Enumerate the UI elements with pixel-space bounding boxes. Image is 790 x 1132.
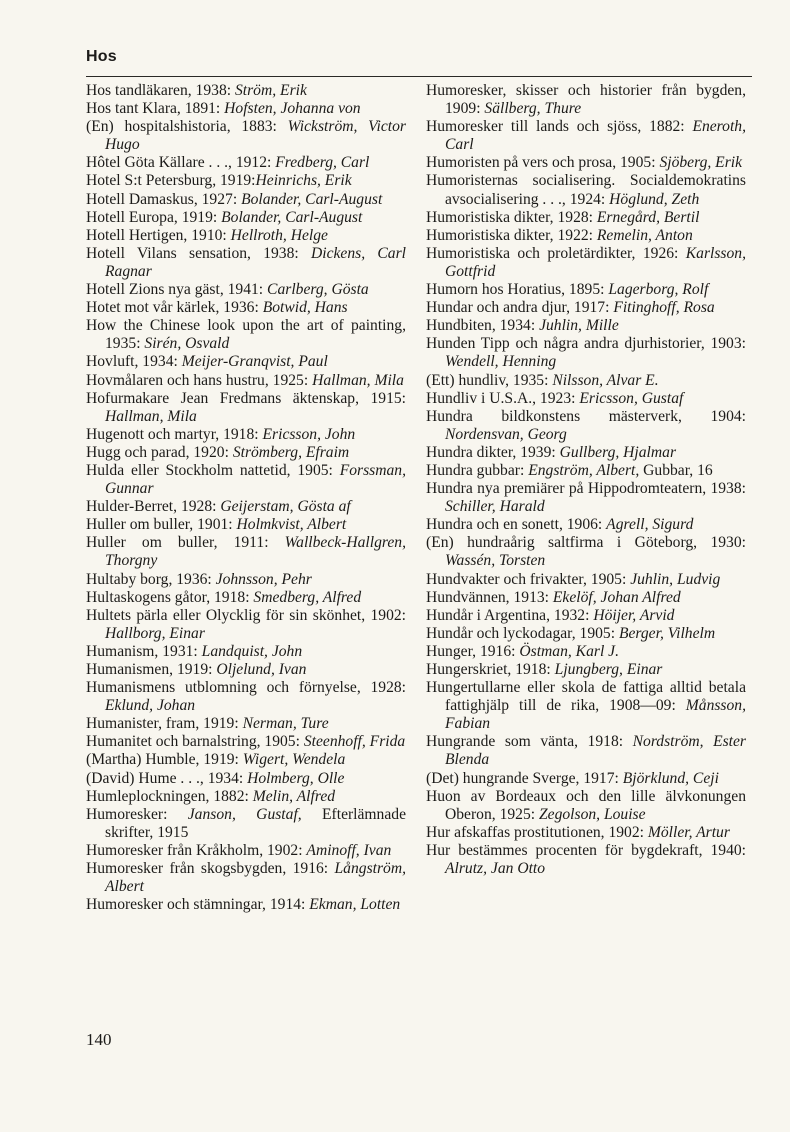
entry-title: Hundar och andra djur, 1917:	[426, 299, 614, 317]
entry-author: Fredberg, Carl	[275, 154, 370, 172]
entry-title: Humleplockningen, 1882:	[86, 787, 253, 805]
entry-author: Janson, Gustaf,	[187, 805, 302, 823]
index-entry	[426, 172, 746, 208]
entry-title: Hundra gubbar:	[426, 461, 529, 479]
entry-title: Hungrande som vänta, 1918:	[426, 733, 633, 751]
entry-title: Hungertullarne eller skola de fattiga alltid betala fattighjälp till de rika, 1908—09:	[426, 679, 746, 715]
entry-author: Engström, Albert,	[528, 461, 640, 479]
entry-title: Hundår i Argentina, 1932:	[426, 606, 594, 624]
entry-title: (En) hospitalshistoria, 1883:	[86, 118, 288, 136]
index-entry	[426, 154, 746, 172]
index-entry	[426, 408, 746, 444]
index-entry	[86, 390, 406, 426]
entry-title: (En) hundraårig saltfirma i Göteborg, 1930:	[426, 534, 746, 552]
entry-author: Agrell, Sigurd	[606, 516, 694, 534]
entry-title: Hotel S:t Petersburg, 1919:	[86, 172, 256, 190]
entry-author: Hallman, Mila	[105, 407, 197, 425]
entry-author: Månsson, Fabian	[445, 697, 746, 733]
entry-author: Lagerborg, Rolf	[608, 281, 709, 299]
index-entry	[426, 444, 746, 462]
entry-author: Wigert, Wendela	[242, 751, 346, 769]
entry-title: Humanismen, 1919:	[86, 661, 217, 678]
entry-title: Hundbiten, 1934:	[426, 317, 540, 335]
entry-title: Hotet mot vår kärlek, 1936:	[86, 299, 263, 317]
entry-author: Ström, Erik	[234, 82, 307, 99]
entry-author: Juhlin, Mille	[539, 317, 619, 335]
entry-author: Zegolson, Louise	[538, 805, 646, 823]
index-entry	[426, 643, 746, 661]
entry-author: Meijer-Granqvist, Paul	[181, 353, 328, 371]
index-entry	[426, 770, 746, 788]
entry-title: Huller om buller, 1901:	[86, 516, 237, 534]
entry-title: How the Chinese look upon the art of painting, 1935:	[86, 317, 406, 353]
entry-title: Hovmålaren och hans hustru, 1925:	[86, 371, 313, 389]
entry-title: Humoresker från Kråkholm, 1902:	[86, 841, 307, 859]
index-entry	[86, 227, 406, 245]
entry-author: Ljungberg, Einar	[554, 661, 663, 678]
entry-title: Hultaskogens gåtor, 1918:	[86, 588, 254, 606]
entry-title: Hundår och lyckodagar, 1905:	[426, 624, 619, 642]
entry-title: Hôtel Göta Källare . . ., 1912:	[86, 154, 276, 172]
index-entry	[86, 372, 406, 390]
entry-title: Hundliv i U.S.A., 1923:	[426, 389, 580, 407]
index-entry	[426, 842, 746, 878]
entry-title: Hotell Vilans sensation, 1938:	[86, 244, 311, 262]
entry-author: Ekman, Lotten	[309, 896, 401, 914]
entry-author: Ekelöf, Johan Alfred	[552, 588, 681, 606]
entry-author: Hallman, Mila	[312, 371, 404, 389]
index-entry	[426, 661, 746, 679]
index-entry	[86, 589, 406, 607]
entry-author: Gullberg, Hjalmar	[559, 443, 677, 461]
index-entry	[86, 154, 406, 172]
entry-author: Forssman, Gunnar	[105, 461, 406, 498]
index-entry	[86, 661, 406, 679]
entry-title: Huon av Bordeaux och den lille älvkonungen Oberon, 1925:	[426, 787, 746, 823]
entry-title: Humoristernas socialisering. Socialdemokratins avsocialisering . . ., 1924:	[426, 172, 746, 208]
index-entry	[426, 462, 746, 480]
index-entry	[86, 534, 406, 570]
entry-title: Hultaby borg, 1936:	[86, 570, 216, 588]
index-entry	[426, 281, 746, 299]
entry-author: Wassén, Torsten	[445, 552, 546, 570]
entry-title: Hotell Europa, 1919:	[86, 208, 222, 226]
entry-title: Hundra bildkonstens mästerverk, 1904:	[426, 407, 746, 425]
entry-author: Långström, Albert	[105, 860, 406, 896]
entry-title: Hulder-Berret, 1928:	[86, 498, 221, 516]
entry-author: Geijerstam, Gösta af	[220, 498, 351, 516]
entry-author: Berger, Vilhelm	[618, 624, 716, 642]
index-entry	[426, 390, 746, 408]
index-entry	[426, 534, 746, 570]
entry-author: Aminoff, Ivan	[306, 841, 392, 859]
right-column	[426, 82, 746, 878]
index-entry	[426, 299, 746, 317]
index-entry	[86, 100, 406, 118]
index-entry	[86, 498, 406, 516]
index-entry	[86, 426, 406, 444]
entry-title: Hugg och parad, 1920:	[86, 443, 233, 461]
entry-author: Hellroth, Helge	[230, 226, 328, 244]
entry-author: Alrutz, Jan Otto	[445, 860, 546, 878]
entry-title: Hundra nya premiärer på Hippodromteatern, 1938:	[426, 480, 746, 498]
index-entry	[426, 245, 746, 281]
index-entry	[86, 860, 406, 896]
index-entry	[86, 281, 406, 299]
index-entry	[86, 353, 406, 371]
entry-author: Möller, Artur	[647, 823, 730, 841]
entry-author: Steenhoff, Frida	[303, 733, 406, 751]
entry-author: Dickens, Carl Ragnar	[105, 244, 406, 280]
entry-author: Höijer, Arvid	[593, 606, 675, 624]
entry-title: Hotell Zions nya gäst, 1941:	[86, 281, 268, 299]
entry-title: Humanismens utblomning och förnyelse, 1928:	[86, 679, 406, 697]
entry-author: Wickström, Victor Hugo	[105, 118, 406, 154]
entry-author: Höglund, Zeth	[609, 190, 700, 208]
entry-author: Karlsson, Gottfrid	[445, 244, 746, 280]
entry-note: Efterlämnade skrifter, 1915	[105, 805, 406, 841]
entry-title: Huller om buller, 1911:	[86, 534, 285, 552]
entry-author: Nordström, Ester Blenda	[445, 733, 746, 769]
entry-author: Smedberg, Alfred	[253, 588, 362, 606]
entry-title: Hundvännen, 1913:	[426, 588, 553, 606]
index-entry	[426, 82, 746, 118]
entry-title: (David) Hume . . ., 1934:	[86, 769, 248, 787]
entry-title: Hunden Tipp och några andra djurhistorier, 1903:	[426, 335, 746, 353]
entry-author: Holmkvist, Albert	[236, 516, 347, 534]
entry-title: Humanism, 1931:	[86, 642, 202, 660]
index-entry	[86, 118, 406, 154]
entry-title: Hotell Hertigen, 1910:	[86, 226, 231, 244]
entry-author: Schiller, Harald	[445, 498, 545, 516]
entry-title: Hundra och en sonett, 1906:	[426, 516, 607, 534]
index-entry	[426, 209, 746, 227]
entry-author: Fitinghoff, Rosa	[613, 299, 715, 317]
header-rule	[86, 76, 752, 77]
entry-author: Botwid, Hans	[262, 299, 348, 317]
index-entry	[86, 770, 406, 788]
entry-title: Hur bestämmes procenten för bygdekraft, 1940:	[426, 841, 746, 859]
index-entry	[86, 245, 406, 281]
entry-author: Johnsson, Pehr	[215, 570, 312, 588]
index-entry	[86, 751, 406, 769]
entry-author: Nilsson, Alvar E.	[552, 371, 659, 389]
index-entry	[86, 788, 406, 806]
index-entry	[86, 299, 406, 317]
index-entry	[426, 480, 746, 516]
index-entry	[426, 227, 746, 245]
index-entry	[86, 571, 406, 589]
entry-title: (Det) hungrande Sverge, 1917:	[426, 769, 623, 787]
entry-author: Sirén, Osvald	[144, 335, 230, 353]
entry-author: Sjöberg, Erik	[659, 154, 743, 172]
index-entry	[426, 335, 746, 371]
index-entry	[86, 209, 406, 227]
entry-title: Humorn hos Horatius, 1895:	[426, 281, 609, 299]
index-entry	[426, 317, 746, 335]
entry-title: Hultets pärla eller Olycklig för sin skönhet, 1902:	[86, 606, 406, 624]
entry-title: Hos tandläkaren, 1938:	[86, 82, 235, 99]
entry-title: Hundvakter och frivakter, 1905:	[426, 570, 631, 588]
entry-title: Humoresker:	[86, 805, 188, 823]
index-entry	[426, 788, 746, 824]
index-entry	[86, 842, 406, 860]
entry-author: Östman, Karl J.	[519, 642, 619, 660]
entry-author: Remelin, Anton	[596, 226, 693, 244]
entry-author: Melin, Alfred	[252, 787, 336, 805]
entry-author: Juhlin, Ludvig	[630, 570, 721, 588]
entry-title: Hulda eller Stockholm nattetid, 1905:	[86, 461, 340, 479]
entry-author: Holmberg, Olle	[247, 769, 345, 787]
entry-author: Heinrichs, Erik	[255, 172, 352, 190]
entry-title: Humoresker, skisser och historier från bygden, 1909:	[426, 82, 746, 118]
index-entry	[426, 372, 746, 390]
index-entry	[86, 715, 406, 733]
entry-author: Oljelund, Ivan	[216, 661, 307, 678]
entry-title: Humoristiska dikter, 1928:	[426, 208, 597, 226]
entry-title: Hugenott och martyr, 1918:	[86, 425, 263, 443]
entry-title: (Martha) Humble, 1919:	[86, 751, 243, 769]
left-column	[86, 82, 406, 914]
index-entry	[426, 607, 746, 625]
entry-author: Wallbeck-Hallgren, Thorgny	[105, 534, 406, 570]
entry-author: Eklund, Johan	[105, 697, 196, 715]
index-entry	[426, 571, 746, 589]
index-entry	[86, 679, 406, 715]
index-entry	[426, 589, 746, 607]
entry-title: Hovluft, 1934:	[86, 353, 182, 371]
entry-author: Nerman, Ture	[242, 715, 329, 733]
index-entry	[426, 824, 746, 842]
entry-author: Landquist, John	[201, 642, 303, 660]
index-entry	[86, 643, 406, 661]
entry-title: Hundra dikter, 1939:	[426, 443, 560, 461]
entry-author: Carlberg, Gösta	[267, 281, 369, 299]
index-entry	[86, 317, 406, 353]
entry-title: Humoresker till lands och sjöss, 1882:	[426, 118, 693, 136]
entry-title: Humoresker från skogsbygden, 1916:	[86, 860, 335, 878]
entry-title: Humanister, fram, 1919:	[86, 715, 243, 733]
index-entry	[86, 607, 406, 643]
index-entry	[86, 896, 406, 914]
entry-author: Eneroth, Carl	[445, 118, 746, 154]
page-number: 140	[86, 1030, 112, 1049]
index-entry	[86, 806, 406, 842]
entry-title: (Ett) hundliv, 1935:	[426, 371, 553, 389]
entry-author: Hofsten, Johanna von	[224, 100, 361, 118]
entry-author: Ericsson, John	[262, 425, 356, 443]
index-entry	[86, 733, 406, 751]
index-entry	[426, 733, 746, 769]
entry-author: Strömberg, Efraim	[232, 443, 350, 461]
entry-title: Humoresker och stämningar, 1914:	[86, 896, 310, 914]
index-entry	[86, 444, 406, 462]
entry-author: Nordensvan, Georg	[445, 425, 567, 443]
index-entry	[86, 82, 406, 100]
index-entry	[426, 516, 746, 534]
entry-title: Humoristiska och proletärdikter, 1926:	[426, 244, 686, 262]
entry-author: Ernegård, Bertil	[596, 208, 700, 226]
running-head: Hos	[86, 48, 117, 65]
entry-title: Hos tant Klara, 1891:	[86, 100, 225, 118]
entry-author: Wendell, Henning	[445, 353, 557, 371]
entry-title: Humoristiska dikter, 1922:	[426, 226, 597, 244]
entry-author: Björklund, Ceji	[622, 769, 719, 787]
entry-title: Hungerskriet, 1918:	[426, 661, 555, 678]
entry-author: Ericsson, Gustaf	[579, 389, 684, 407]
entry-author: Hallborg, Einar	[105, 624, 205, 642]
index-entry	[86, 516, 406, 534]
index-entry	[86, 191, 406, 209]
index-entry	[86, 462, 406, 498]
index-entry	[426, 118, 746, 154]
entry-note: Gubbar, 16	[639, 461, 713, 479]
index-entry	[426, 679, 746, 733]
index-entry	[86, 172, 406, 190]
entry-author: Bolander, Carl-August	[221, 208, 363, 226]
entry-author: Sällberg, Thure	[484, 100, 582, 118]
index-entry	[426, 625, 746, 643]
entry-title: Hunger, 1916:	[426, 642, 520, 660]
entry-title: Hotell Damaskus, 1927:	[86, 190, 242, 208]
entry-title: Hur afskaffas prostitutionen, 1902:	[426, 823, 648, 841]
entry-title: Humanitet och barnalstring, 1905:	[86, 733, 304, 751]
entry-author: Bolander, Carl-August	[241, 190, 383, 208]
entry-title: Hofurmakare Jean Fredmans äktenskap, 1915:	[86, 389, 406, 407]
entry-title: Humoristen på vers och prosa, 1905:	[426, 154, 660, 172]
